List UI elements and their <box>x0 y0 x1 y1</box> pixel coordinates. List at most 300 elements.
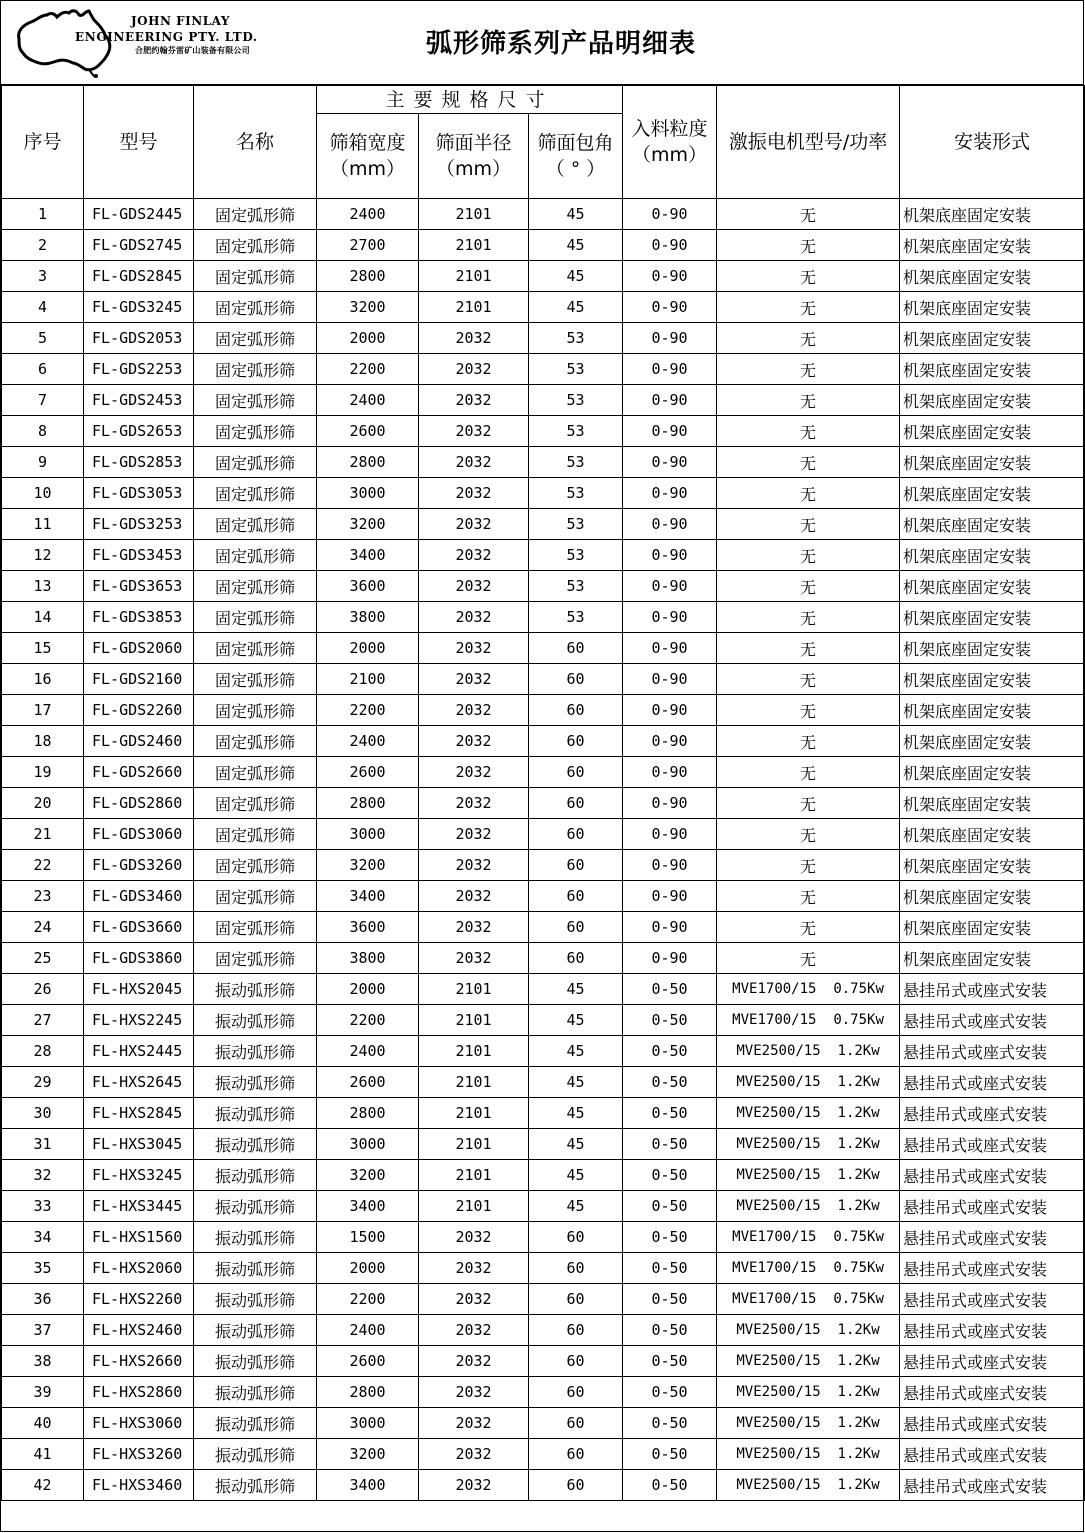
cell-index: 39 <box>2 1377 84 1408</box>
cell-install: 悬挂吊式或座式安装 <box>900 1160 1085 1191</box>
cell-screen-radius: 2032 <box>419 1470 529 1501</box>
table-row <box>2 416 1085 447</box>
cell-motor: MVE1700/15 0.75Kw <box>717 1253 900 1284</box>
table-row <box>2 602 1085 633</box>
cell-index: 20 <box>2 788 84 819</box>
cell-motor: MVE1700/15 0.75Kw <box>717 1005 900 1036</box>
cell-feed-size: 0-90 <box>623 912 717 943</box>
cell-name: 振动弧形筛 <box>194 1346 317 1377</box>
cell-motor: 无 <box>717 230 900 261</box>
cell-motor: 无 <box>717 447 900 478</box>
cell-install: 悬挂吊式或座式安装 <box>900 1098 1085 1129</box>
cell-model: FL-GDS2253 <box>84 354 194 385</box>
cell-index: 29 <box>2 1067 84 1098</box>
cell-feed-size: 0-50 <box>623 1129 717 1160</box>
cell-screen-radius: 2032 <box>419 726 529 757</box>
cell-screen-radius: 2032 <box>419 881 529 912</box>
cell-model: FL-HXS2060 <box>84 1253 194 1284</box>
cell-motor: 无 <box>717 571 900 602</box>
cell-screen-radius: 2032 <box>419 943 529 974</box>
cell-motor: MVE2500/15 1.2Kw <box>717 1129 900 1160</box>
cell-box-width: 2400 <box>317 385 419 416</box>
cell-screen-radius: 2032 <box>419 354 529 385</box>
cell-feed-size: 0-90 <box>623 726 717 757</box>
cell-name: 振动弧形筛 <box>194 1222 317 1253</box>
cell-wrap-angle: 60 <box>529 819 623 850</box>
cell-install: 机架底座固定安装 <box>900 602 1085 633</box>
cell-feed-size: 0-90 <box>623 881 717 912</box>
cell-screen-radius: 2032 <box>419 695 529 726</box>
cell-install: 悬挂吊式或座式安装 <box>900 1067 1085 1098</box>
cell-wrap-angle: 53 <box>529 540 623 571</box>
cell-feed-size: 0-90 <box>623 354 717 385</box>
cell-index: 19 <box>2 757 84 788</box>
cell-model: FL-HXS2245 <box>84 1005 194 1036</box>
cell-motor: 无 <box>717 912 900 943</box>
cell-box-width: 3200 <box>317 850 419 881</box>
header-model: 型号 <box>84 86 194 199</box>
cell-wrap-angle: 60 <box>529 1439 623 1470</box>
cell-box-width: 3600 <box>317 571 419 602</box>
cell-motor: MVE2500/15 1.2Kw <box>717 1160 900 1191</box>
cell-index: 9 <box>2 447 84 478</box>
cell-wrap-angle: 60 <box>529 1346 623 1377</box>
cell-install: 机架底座固定安装 <box>900 664 1085 695</box>
table-row <box>2 1098 1085 1129</box>
cell-feed-size: 0-90 <box>623 633 717 664</box>
cell-box-width: 3200 <box>317 1160 419 1191</box>
cell-install: 悬挂吊式或座式安装 <box>900 1439 1085 1470</box>
cell-box-width: 3400 <box>317 881 419 912</box>
cell-screen-radius: 2101 <box>419 230 529 261</box>
table-body <box>2 199 1085 1501</box>
cell-feed-size: 0-90 <box>623 602 717 633</box>
cell-screen-radius: 2032 <box>419 323 529 354</box>
cell-name: 固定弧形筛 <box>194 447 317 478</box>
cell-feed-size: 0-90 <box>623 230 717 261</box>
cell-index: 40 <box>2 1408 84 1439</box>
cell-index: 23 <box>2 881 84 912</box>
cell-index: 25 <box>2 943 84 974</box>
cell-index: 10 <box>2 478 84 509</box>
cell-install: 悬挂吊式或座式安装 <box>900 1346 1085 1377</box>
cell-feed-size: 0-90 <box>623 943 717 974</box>
cell-name: 固定弧形筛 <box>194 261 317 292</box>
cell-install: 机架底座固定安装 <box>900 943 1085 974</box>
cell-screen-radius: 2032 <box>419 416 529 447</box>
cell-feed-size: 0-90 <box>623 478 717 509</box>
cell-feed-size: 0-50 <box>623 1470 717 1501</box>
cell-screen-radius: 2032 <box>419 850 529 881</box>
cell-motor: 无 <box>717 788 900 819</box>
cell-box-width: 3600 <box>317 912 419 943</box>
table-row <box>2 354 1085 385</box>
table-row <box>2 1222 1085 1253</box>
cell-screen-radius: 2032 <box>419 1346 529 1377</box>
cell-wrap-angle: 60 <box>529 726 623 757</box>
cell-model: FL-GDS2453 <box>84 385 194 416</box>
cell-model: FL-GDS2660 <box>84 757 194 788</box>
cell-motor: 无 <box>717 323 900 354</box>
cell-feed-size: 0-90 <box>623 323 717 354</box>
cell-name: 固定弧形筛 <box>194 695 317 726</box>
cell-model: FL-HXS2660 <box>84 1346 194 1377</box>
cell-motor: 无 <box>717 819 900 850</box>
table-row <box>2 478 1085 509</box>
cell-wrap-angle: 53 <box>529 323 623 354</box>
table-row <box>2 1346 1085 1377</box>
cell-name: 固定弧形筛 <box>194 199 317 230</box>
cell-screen-radius: 2032 <box>419 478 529 509</box>
cell-box-width: 2400 <box>317 199 419 230</box>
table-row <box>2 1284 1085 1315</box>
table-row <box>2 850 1085 881</box>
company-name-cn: 合肥约翰芬雷矿山装备有限公司 <box>135 46 250 55</box>
cell-box-width: 3800 <box>317 943 419 974</box>
cell-wrap-angle: 45 <box>529 1005 623 1036</box>
cell-model: FL-GDS2845 <box>84 261 194 292</box>
cell-model: FL-HXS3060 <box>84 1408 194 1439</box>
cell-screen-radius: 2032 <box>419 788 529 819</box>
cell-feed-size: 0-90 <box>623 509 717 540</box>
cell-install: 悬挂吊式或座式安装 <box>900 1284 1085 1315</box>
cell-name: 固定弧形筛 <box>194 912 317 943</box>
cell-box-width: 2000 <box>317 323 419 354</box>
cell-install: 机架底座固定安装 <box>900 447 1085 478</box>
cell-feed-size: 0-90 <box>623 695 717 726</box>
table-row <box>2 726 1085 757</box>
cell-name: 固定弧形筛 <box>194 478 317 509</box>
cell-motor: MVE2500/15 1.2Kw <box>717 1036 900 1067</box>
cell-wrap-angle: 53 <box>529 602 623 633</box>
cell-feed-size: 0-50 <box>623 1377 717 1408</box>
cell-box-width: 2600 <box>317 416 419 447</box>
cell-box-width: 1500 <box>317 1222 419 1253</box>
header-index: 序号 <box>2 86 84 199</box>
cell-index: 38 <box>2 1346 84 1377</box>
cell-install: 悬挂吊式或座式安装 <box>900 1129 1085 1160</box>
cell-name: 固定弧形筛 <box>194 850 317 881</box>
cell-feed-size: 0-90 <box>623 416 717 447</box>
cell-motor: MVE2500/15 1.2Kw <box>717 1067 900 1098</box>
cell-wrap-angle: 60 <box>529 1408 623 1439</box>
cell-wrap-angle: 60 <box>529 1315 623 1346</box>
cell-model: FL-GDS3253 <box>84 509 194 540</box>
cell-index: 32 <box>2 1160 84 1191</box>
cell-model: FL-HXS2460 <box>84 1315 194 1346</box>
cell-motor: 无 <box>717 261 900 292</box>
cell-screen-radius: 2101 <box>419 1098 529 1129</box>
cell-install: 机架底座固定安装 <box>900 292 1085 323</box>
cell-install: 机架底座固定安装 <box>900 788 1085 819</box>
cell-feed-size: 0-50 <box>623 1315 717 1346</box>
cell-name: 振动弧形筛 <box>194 1005 317 1036</box>
cell-feed-size: 0-90 <box>623 788 717 819</box>
cell-box-width: 3000 <box>317 478 419 509</box>
cell-box-width: 2200 <box>317 1284 419 1315</box>
cell-wrap-angle: 45 <box>529 1129 623 1160</box>
cell-screen-radius: 2032 <box>419 385 529 416</box>
cell-index: 22 <box>2 850 84 881</box>
cell-box-width: 3200 <box>317 292 419 323</box>
table-row <box>2 1470 1085 1501</box>
cell-screen-radius: 2101 <box>419 261 529 292</box>
cell-install: 机架底座固定安装 <box>900 478 1085 509</box>
cell-model: FL-HXS2860 <box>84 1377 194 1408</box>
cell-box-width: 2800 <box>317 788 419 819</box>
cell-screen-radius: 2032 <box>419 757 529 788</box>
cell-screen-radius: 2032 <box>419 819 529 850</box>
cell-index: 8 <box>2 416 84 447</box>
cell-box-width: 2000 <box>317 974 419 1005</box>
cell-screen-radius: 2101 <box>419 1129 529 1160</box>
cell-feed-size: 0-50 <box>623 1408 717 1439</box>
cell-screen-radius: 2032 <box>419 509 529 540</box>
cell-install: 机架底座固定安装 <box>900 633 1085 664</box>
cell-box-width: 2400 <box>317 726 419 757</box>
cell-name: 固定弧形筛 <box>194 633 317 664</box>
cell-install: 悬挂吊式或座式安装 <box>900 1005 1085 1036</box>
cell-model: FL-GDS3245 <box>84 292 194 323</box>
cell-index: 11 <box>2 509 84 540</box>
cell-name: 固定弧形筛 <box>194 819 317 850</box>
cell-motor: 无 <box>717 416 900 447</box>
cell-model: FL-HXS2260 <box>84 1284 194 1315</box>
cell-motor: 无 <box>717 478 900 509</box>
cell-install: 机架底座固定安装 <box>900 416 1085 447</box>
cell-box-width: 2600 <box>317 1067 419 1098</box>
cell-model: FL-GDS3860 <box>84 943 194 974</box>
cell-index: 1 <box>2 199 84 230</box>
cell-box-width: 2200 <box>317 354 419 385</box>
cell-index: 7 <box>2 385 84 416</box>
cell-index: 27 <box>2 1005 84 1036</box>
cell-wrap-angle: 60 <box>529 912 623 943</box>
cell-wrap-angle: 60 <box>529 1284 623 1315</box>
title-bar <box>1 1 1084 85</box>
header-name: 名称 <box>194 86 317 199</box>
cell-install: 机架底座固定安装 <box>900 385 1085 416</box>
cell-name: 振动弧形筛 <box>194 1284 317 1315</box>
cell-install: 悬挂吊式或座式安装 <box>900 1377 1085 1408</box>
cell-install: 机架底座固定安装 <box>900 912 1085 943</box>
cell-index: 3 <box>2 261 84 292</box>
cell-name: 固定弧形筛 <box>194 757 317 788</box>
cell-index: 41 <box>2 1439 84 1470</box>
table-row <box>2 292 1085 323</box>
cell-feed-size: 0-50 <box>623 1253 717 1284</box>
cell-model: FL-GDS2860 <box>84 788 194 819</box>
cell-feed-size: 0-50 <box>623 1439 717 1470</box>
cell-box-width: 3000 <box>317 819 419 850</box>
cell-wrap-angle: 60 <box>529 1222 623 1253</box>
cell-motor: MVE2500/15 1.2Kw <box>717 1439 900 1470</box>
cell-wrap-angle: 60 <box>529 788 623 819</box>
cell-motor: MVE2500/15 1.2Kw <box>717 1408 900 1439</box>
cell-screen-radius: 2032 <box>419 571 529 602</box>
cell-motor: MVE2500/15 1.2Kw <box>717 1315 900 1346</box>
cell-index: 37 <box>2 1315 84 1346</box>
cell-index: 4 <box>2 292 84 323</box>
cell-motor: 无 <box>717 633 900 664</box>
cell-model: FL-GDS3060 <box>84 819 194 850</box>
cell-motor: 无 <box>717 385 900 416</box>
table-row <box>2 385 1085 416</box>
cell-motor: 无 <box>717 602 900 633</box>
cell-screen-radius: 2032 <box>419 633 529 664</box>
header-box-width: 筛箱宽度（mm） <box>317 114 419 199</box>
cell-model: FL-HXS2045 <box>84 974 194 1005</box>
cell-box-width: 2400 <box>317 1315 419 1346</box>
table-row <box>2 819 1085 850</box>
table-row <box>2 1377 1085 1408</box>
cell-motor: 无 <box>717 726 900 757</box>
cell-wrap-angle: 45 <box>529 1036 623 1067</box>
cell-wrap-angle: 45 <box>529 292 623 323</box>
cell-install: 机架底座固定安装 <box>900 850 1085 881</box>
header-feed-size: 入料粒度（mm） <box>623 86 717 199</box>
cell-model: FL-GDS2160 <box>84 664 194 695</box>
cell-name: 固定弧形筛 <box>194 385 317 416</box>
cell-index: 35 <box>2 1253 84 1284</box>
cell-box-width: 3000 <box>317 1408 419 1439</box>
cell-name: 固定弧形筛 <box>194 416 317 447</box>
cell-wrap-angle: 45 <box>529 1191 623 1222</box>
table-row <box>2 1005 1085 1036</box>
cell-name: 固定弧形筛 <box>194 943 317 974</box>
cell-wrap-angle: 60 <box>529 943 623 974</box>
cell-motor: MVE1700/15 0.75Kw <box>717 1284 900 1315</box>
cell-index: 5 <box>2 323 84 354</box>
cell-wrap-angle: 53 <box>529 416 623 447</box>
header-main-dimensions: 主要规格尺寸 <box>317 86 623 114</box>
cell-screen-radius: 2101 <box>419 1191 529 1222</box>
cell-name: 振动弧形筛 <box>194 974 317 1005</box>
cell-screen-radius: 2032 <box>419 602 529 633</box>
cell-motor: MVE2500/15 1.2Kw <box>717 1098 900 1129</box>
cell-wrap-angle: 45 <box>529 261 623 292</box>
cell-screen-radius: 2032 <box>419 1377 529 1408</box>
cell-index: 42 <box>2 1470 84 1501</box>
table-row <box>2 881 1085 912</box>
cell-wrap-angle: 60 <box>529 664 623 695</box>
header-wrap-angle: 筛面包角（ ° ） <box>529 114 623 199</box>
cell-model: FL-GDS3660 <box>84 912 194 943</box>
cell-motor: 无 <box>717 943 900 974</box>
cell-install: 悬挂吊式或座式安装 <box>900 1191 1085 1222</box>
cell-index: 12 <box>2 540 84 571</box>
cell-wrap-angle: 45 <box>529 230 623 261</box>
table-row <box>2 540 1085 571</box>
cell-box-width: 2100 <box>317 664 419 695</box>
cell-model: FL-GDS3453 <box>84 540 194 571</box>
cell-motor: 无 <box>717 695 900 726</box>
cell-feed-size: 0-50 <box>623 1067 717 1098</box>
cell-wrap-angle: 45 <box>529 974 623 1005</box>
cell-name: 固定弧形筛 <box>194 540 317 571</box>
cell-feed-size: 0-90 <box>623 385 717 416</box>
cell-feed-size: 0-50 <box>623 974 717 1005</box>
cell-index: 2 <box>2 230 84 261</box>
cell-model: FL-HXS2445 <box>84 1036 194 1067</box>
cell-install: 机架底座固定安装 <box>900 726 1085 757</box>
cell-model: FL-GDS3853 <box>84 602 194 633</box>
cell-install: 机架底座固定安装 <box>900 354 1085 385</box>
cell-box-width: 2200 <box>317 1005 419 1036</box>
cell-feed-size: 0-90 <box>623 540 717 571</box>
cell-motor: MVE2500/15 1.2Kw <box>717 1191 900 1222</box>
header-motor: 激振电机型号/功率 <box>717 86 900 199</box>
cell-install: 机架底座固定安装 <box>900 757 1085 788</box>
cell-motor: 无 <box>717 540 900 571</box>
cell-wrap-angle: 53 <box>529 354 623 385</box>
cell-motor: MVE2500/15 1.2Kw <box>717 1377 900 1408</box>
cell-name: 固定弧形筛 <box>194 726 317 757</box>
cell-screen-radius: 2101 <box>419 1067 529 1098</box>
cell-name: 振动弧形筛 <box>194 1470 317 1501</box>
cell-screen-radius: 2032 <box>419 1439 529 1470</box>
cell-model: FL-HXS2845 <box>84 1098 194 1129</box>
cell-screen-radius: 2101 <box>419 974 529 1005</box>
cell-screen-radius: 2101 <box>419 1160 529 1191</box>
cell-model: FL-GDS2745 <box>84 230 194 261</box>
cell-index: 18 <box>2 726 84 757</box>
table-row <box>2 943 1085 974</box>
cell-install: 机架底座固定安装 <box>900 230 1085 261</box>
cell-feed-size: 0-90 <box>623 447 717 478</box>
company-name-line1: JOHN FINLAY <box>131 14 230 28</box>
cell-feed-size: 0-50 <box>623 1222 717 1253</box>
cell-wrap-angle: 60 <box>529 850 623 881</box>
cell-box-width: 3800 <box>317 602 419 633</box>
cell-box-width: 3200 <box>317 509 419 540</box>
cell-feed-size: 0-50 <box>623 1284 717 1315</box>
cell-screen-radius: 2032 <box>419 1222 529 1253</box>
cell-name: 振动弧形筛 <box>194 1315 317 1346</box>
cell-index: 16 <box>2 664 84 695</box>
cell-index: 24 <box>2 912 84 943</box>
cell-wrap-angle: 60 <box>529 1470 623 1501</box>
cell-screen-radius: 2032 <box>419 1408 529 1439</box>
cell-name: 振动弧形筛 <box>194 1036 317 1067</box>
table-row <box>2 1036 1085 1067</box>
table-row <box>2 695 1085 726</box>
cell-index: 33 <box>2 1191 84 1222</box>
cell-box-width: 2200 <box>317 695 419 726</box>
cell-install: 悬挂吊式或座式安装 <box>900 1036 1085 1067</box>
cell-box-width: 2800 <box>317 261 419 292</box>
cell-model: FL-GDS3053 <box>84 478 194 509</box>
cell-feed-size: 0-90 <box>623 850 717 881</box>
cell-feed-size: 0-50 <box>623 1005 717 1036</box>
cell-wrap-angle: 60 <box>529 757 623 788</box>
cell-feed-size: 0-90 <box>623 571 717 602</box>
cell-name: 振动弧形筛 <box>194 1067 317 1098</box>
cell-screen-radius: 2032 <box>419 664 529 695</box>
cell-screen-radius: 2032 <box>419 447 529 478</box>
cell-feed-size: 0-90 <box>623 199 717 230</box>
cell-feed-size: 0-50 <box>623 1191 717 1222</box>
table-row <box>2 571 1085 602</box>
cell-install: 悬挂吊式或座式安装 <box>900 1408 1085 1439</box>
cell-install: 悬挂吊式或座式安装 <box>900 974 1085 1005</box>
table-row <box>2 447 1085 478</box>
cell-model: FL-HXS1560 <box>84 1222 194 1253</box>
cell-index: 28 <box>2 1036 84 1067</box>
cell-wrap-angle: 60 <box>529 633 623 664</box>
cell-screen-radius: 2032 <box>419 1284 529 1315</box>
cell-box-width: 2600 <box>317 1346 419 1377</box>
